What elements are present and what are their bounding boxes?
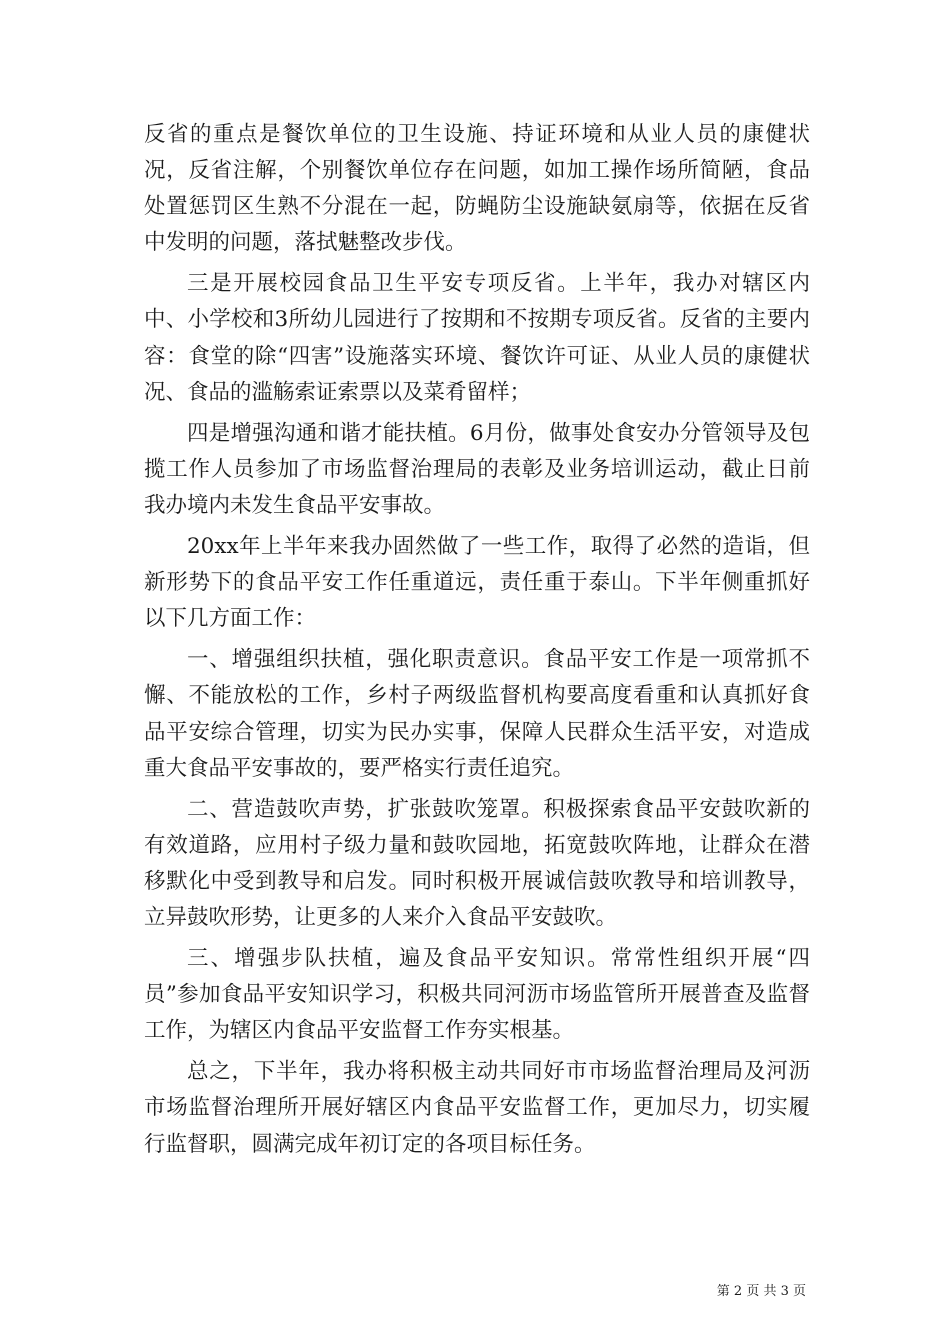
document-body — [144, 117, 810, 1163]
paragraph-half-year-summary: 20xx年上半年来我办固然做了一些工作，取得了必然的造诣，但新形势下的食品平安工作任重道远，责任重于泰山。下半年侧重抓好以下几方面工作： — [144, 534, 810, 632]
page-number-footer — [717, 1280, 806, 1299]
page-number-label: 第 2 页 共 3 页 — [716, 1284, 806, 1299]
paragraph-publicity: 二、营造鼓吹声势，扩张鼓吹笼罩。积极探索食品平安鼓吹新的有效道路，应用村子级力量和鼓吹园地，拓宽鼓吹阵地，让群众在潜移默化中受到教导和启发。同时积极开展诚信鼓吹教导和培训教导，立异鼓吹形势，让更多的人来介入食品平安鼓吹。 — [144, 796, 810, 930]
paragraph-conclusion: 总之，下半年，我办将积极主动共同好市市场监督治理局及河沥市场监督治理所开展好辖区内食品平安监督工作，更加尽力，切实履行监督职，圆满完成年初订定的各项目标任务。 — [144, 1059, 810, 1157]
paragraph-communication: 四是增强沟通和谐才能扶植。6月份，做事处食安办分管领导及包揽工作人员参加了市场监督治理局的表彰及业务培训运动，截止日前我办境内未发生食品平安事故。 — [144, 420, 810, 518]
paragraph-team-building: 三、增强步队扶植，遍及食品平安知识。常常性组织开展“四员”参加食品平安知识学习，积极共同河沥市场监管所开展普查及监督工作，为辖区内食品平安监督工作夯实根基。 — [144, 946, 810, 1044]
paragraph-organization: 一、增强组织扶植，强化职责意识。食品平安工作是一项常抓不懈、不能放松的工作，乡村子两级监督机构要高度看重和认真抓好食品平安综合管理，切实为民办实事，保障人民群众生活平安，对造成重大食品平安事故的，要严格实行责任追究。 — [144, 647, 810, 781]
paragraph-continuation: 反省的重点是餐饮单位的卫生设施、持证环境和从业人员的康健状况，反省注解，个别餐饮单位存在问题，如加工操作场所简陋，食品处置惩罚区生熟不分混在一起，防蝇防尘设施缺氨扇等，依据在反省中发明的问题，落拭魅整改步伐。 — [144, 122, 810, 256]
paragraph-campus-inspection: 三是开展校园食品卫生平安专项反省。上半年，我办对辖区内中、小学校和3所幼儿园进行了按期和不按期专项反省。反省的主要内容：食堂的除“四害”设施落实环境、餐饮许可证、从业人员的康健状况、食品的滥觞索证索票以及菜肴留样； — [144, 271, 810, 405]
